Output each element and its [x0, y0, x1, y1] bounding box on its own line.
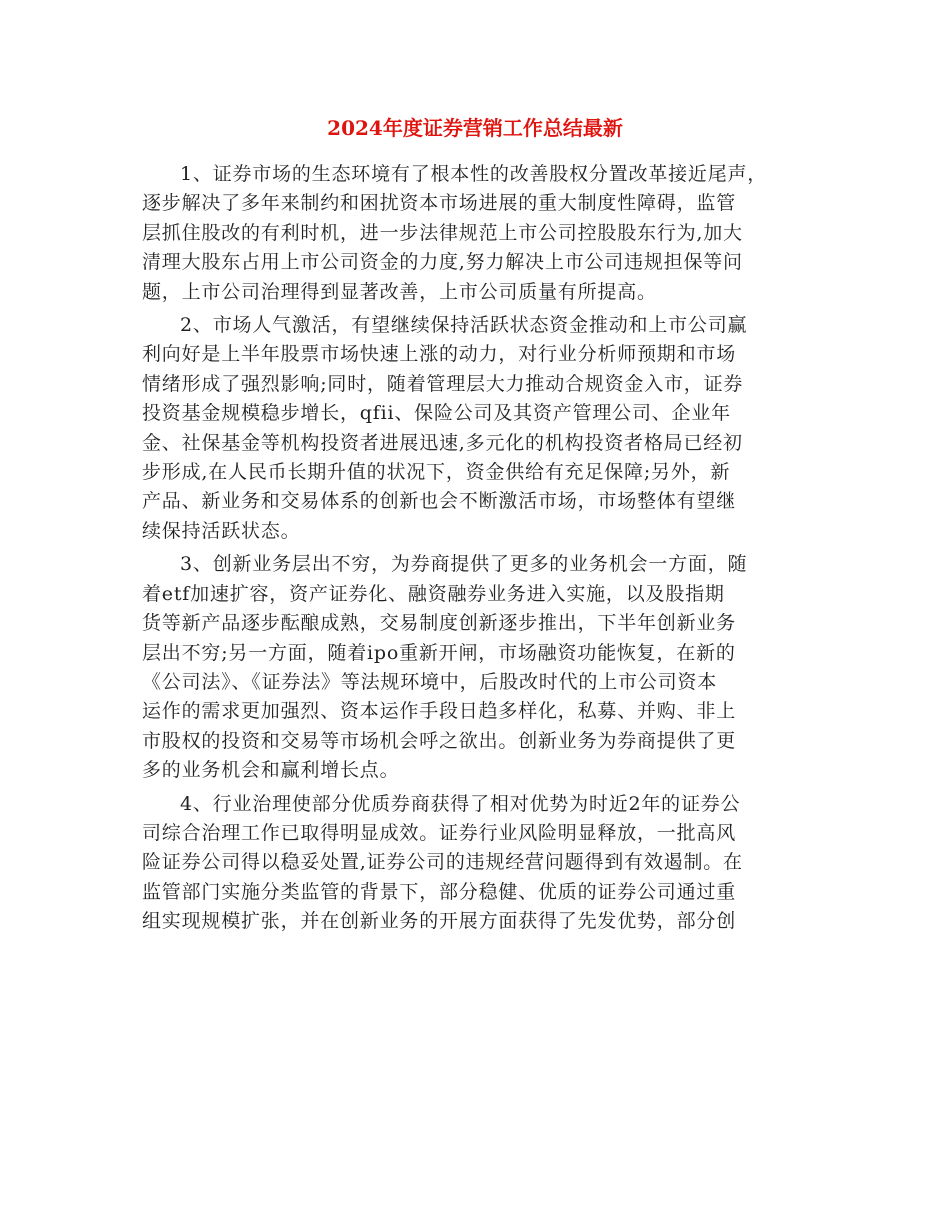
text-line: 产品、新业务和交易体系的创新也会不断激活市场，市场整体有望继 — [142, 490, 737, 513]
text-line: 组实现规模扩张，并在创新业务的开展方面获得了先发优势，部分创 — [142, 910, 737, 933]
text-line: 监管部门实施分类监管的背景下，部分稳健、优质的证券公司通过重 — [142, 880, 737, 903]
text-line: 步形成,在人民币长期升值的状况下，资金供给有充足保障;另外，新 — [142, 461, 731, 484]
text-line: 投资基金规模稳步增长，qfii、保险公司及其资产管理公司、企业年 — [142, 402, 731, 425]
text-line: 4、行业治理使部分优质券商获得了相对优势为时近2年的证券公 — [180, 792, 741, 815]
text-line: 险证券公司得以稳妥处置,证券公司的违规经营问题得到有效遏制。在 — [142, 851, 743, 874]
text-line: 《公司法》、《证券法》等法规环境中，后股改时代的上市公司资本 — [142, 670, 718, 693]
text-line: 2、市场人气激活，有望继续保持活跃状态资金推动和上市公司赢 — [180, 314, 748, 337]
text-line: 清理大股东占用上市公司资金的力度,努力解决上市公司违规担保等问 — [142, 251, 743, 274]
text-line: 司综合治理工作已取得明显成效。证券行业风险明显释放，一批高风 — [142, 821, 737, 844]
paragraph-3 — [142, 550, 814, 785]
text-line: 运作的需求更加强烈、资本运作手段日趋多样化，私募、并购、非上 — [142, 700, 737, 723]
paragraph-2 — [142, 311, 814, 546]
text-line: 续保持活跃状态。 — [142, 519, 301, 542]
document-title: 2024年度证券营销工作总结最新 — [327, 116, 623, 140]
text-line: 层出不穷;另一方面，随着ipo重新开闸，市场融资功能恢复，在新的 — [142, 641, 736, 664]
text-line: 市股权的投资和交易等市场机会呼之欲出。创新业务为券商提供了更 — [142, 729, 737, 752]
paragraph-1 — [142, 160, 814, 307]
text-line: 情绪形成了强烈影响;同时，随着管理层大力推动合规资金入市，证券 — [142, 372, 744, 395]
text-line: 1、证券市场的生态环境有了根本性的改善股权分置改革接近尾声， — [180, 163, 768, 185]
text-line: 货等新产品逐步酝酿成熟，交易制度创新逐步推出，下半年创新业务 — [142, 612, 737, 635]
paragraph-4 — [142, 790, 814, 937]
text-line: 多的业务机会和赢利增长点。 — [142, 759, 400, 782]
text-line: 着etf加速扩容，资产证券化、融资融券业务进入实施，以及股指期 — [142, 582, 725, 605]
text-line: 利向好是上半年股票市场快速上涨的动力，对行业分析师预期和市场 — [142, 343, 737, 366]
text-line: 题，上市公司治理得到显著改善，上市公司质量有所提高。 — [142, 280, 657, 303]
text-line: 逐步解决了多年来制约和困扰资本市场进展的重大制度性障碍，监管 — [142, 192, 737, 215]
text-line: 3、创新业务层出不穷，为券商提供了更多的业务机会一方面，随 — [180, 553, 748, 576]
text-line: 金、社保基金等机构投资者进展迅速,多元化的机构投资者格局已经初 — [142, 431, 743, 454]
text-line: 层抓住股改的有利时机，进一步法律规范上市公司控股股东行为,加大 — [142, 221, 743, 244]
document-body — [142, 160, 814, 941]
